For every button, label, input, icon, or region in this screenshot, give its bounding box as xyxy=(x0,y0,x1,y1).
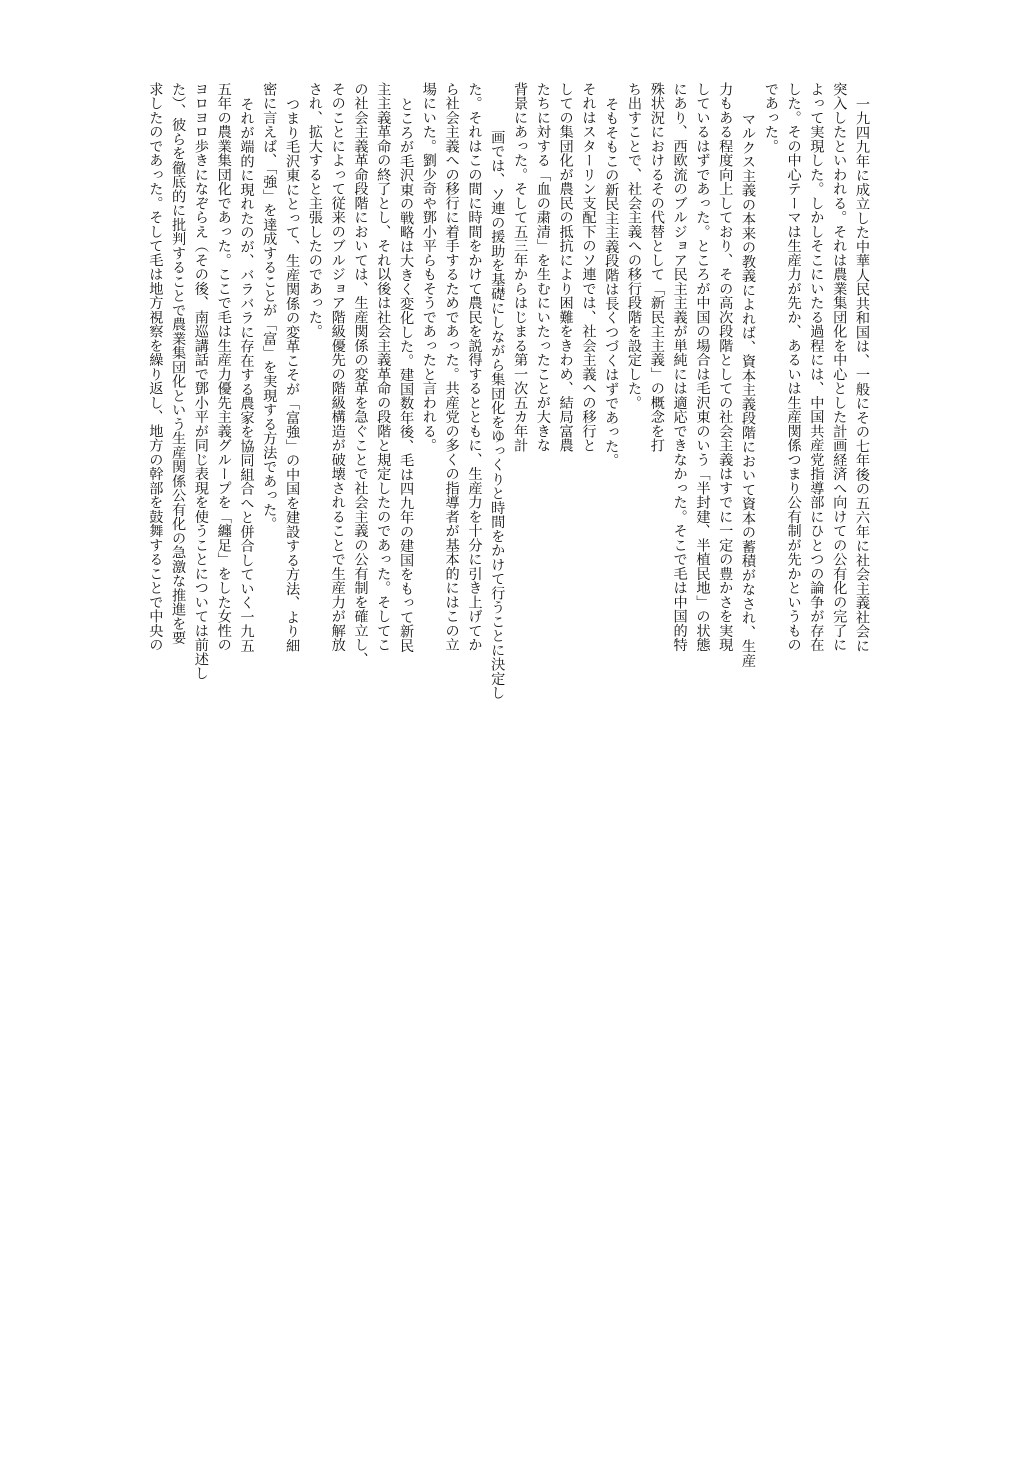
text-line: しているはずであった。ところが中国の場合は毛沢東のいう「半封建、半植民地」の状態 xyxy=(694,82,711,652)
text-line: 場にいた。劉少奇や鄧小平らもそうであったと言われる。 xyxy=(420,82,437,453)
text-line: たちに対する「血の粛清」を生むにいたったことが大きな xyxy=(534,82,551,453)
text-line: 一九四九年に成立した中華人民共和国は、一般にその七年後の五六年に社会主義社会に xyxy=(854,97,870,653)
text-line: 力もある程度向上しており、その高次段階としての社会主義はすでに一定の豊かさを実現 xyxy=(717,82,734,652)
text-line: た。それはこの間に時間をかけて農民を説得するとともに、生産力を十分に引き上げてか xyxy=(466,82,483,652)
text-line: しての集団化が農民の抵抗により困難をきわめ、結局富農 xyxy=(557,82,574,453)
text-line: 画では、ソ連の援助を基礎にしながら集団化をゆっくりと時間をかけて行うことに決定し xyxy=(489,130,506,700)
text-line: ち出すことで、社会主義への移行段階を設定した。 xyxy=(626,82,643,410)
text-line: そもそもこの新民主主義段階は長くつづくはずであった。 xyxy=(603,97,620,468)
text-line: ら社会主義への移行に着手するためであった。共産党の多くの指導者が基本的にはこの立 xyxy=(443,82,460,652)
text-line: の社会主義革命段階においては、生産関係の変革を急ぐことで社会主義の公有制を確立し、 xyxy=(352,82,369,667)
text-line: であった。 xyxy=(762,82,779,154)
text-line: つまり毛沢東にとって、生産関係の変革こそが「富強」の中国を建設する方法、より細 xyxy=(284,97,301,653)
text-line: にあり、西欧流のブルジョア民主主義が単純には適応できなかった。そこで毛は中国的特 xyxy=(671,82,688,652)
text-line: それが端的に現れたのが、バラバラに存在する農家を協同組合へと併合していく一九五 xyxy=(238,97,255,653)
text-line: 殊状況におけるその代替として「新民主主義」の概念を打 xyxy=(648,82,665,453)
text-line: マルクス主義の本来の教義によれば、資本主義段階において資本の蓄積がなされ、生産 xyxy=(740,112,757,668)
text-line: それはスターリン支配下のソ連では、社会主義への移行と xyxy=(580,82,597,453)
text-line: ヨロヨロ歩きになぞらえ（その後、南巡講話で鄧小平が同じ表現を使うことについては前述し xyxy=(192,82,209,681)
text-line: ところが毛沢東の戦略は大きく変化した。建国数年後、毛は四九年の建国をもって新民 xyxy=(398,97,415,653)
text-line: 求したのであった。そして毛は地方視察を繰り返し、地方の幹部を鼓舞することで中央の xyxy=(147,82,164,652)
text-line: よって実現した。しかしそこにいたる過程には、中国共産党指導部にひとつの論争が存在 xyxy=(808,82,825,652)
vertical-text-block xyxy=(144,82,874,722)
text-line: した。その中心テーマは生産力が先か、あるいは生産関係つまり公有制が先かというもの xyxy=(785,82,802,652)
text-line: 密に言えば、「強」を達成することが「富」を実現する方法であった。 xyxy=(261,82,278,531)
text-line: 主主義革命の終了とし、それ以後は社会主義革命の段階と規定したのであった。そしてこ xyxy=(375,82,392,652)
text-line: た）、彼らを徹底的に批判することで農業集団化という生産関係公有化の急激な推進を要 xyxy=(170,82,187,645)
text-line: 突入したといわれる。それは農業集団化を中心とした計画経済へ向けての公有化の完了に xyxy=(831,82,848,652)
text-line: そのことによって従来のブルジョア階級優先の階級構造が破壊されることで生産力が解放 xyxy=(329,82,346,652)
text-line: 背景にあった。そして五三年からはじまる第一次五カ年計 xyxy=(512,82,529,453)
text-line: され、拡大すると主張したのであった。 xyxy=(306,82,323,339)
text-line: 五年の農業集団化であった。ここで毛は生産力優先主義グループを「纏足」をした女性の xyxy=(215,82,232,652)
